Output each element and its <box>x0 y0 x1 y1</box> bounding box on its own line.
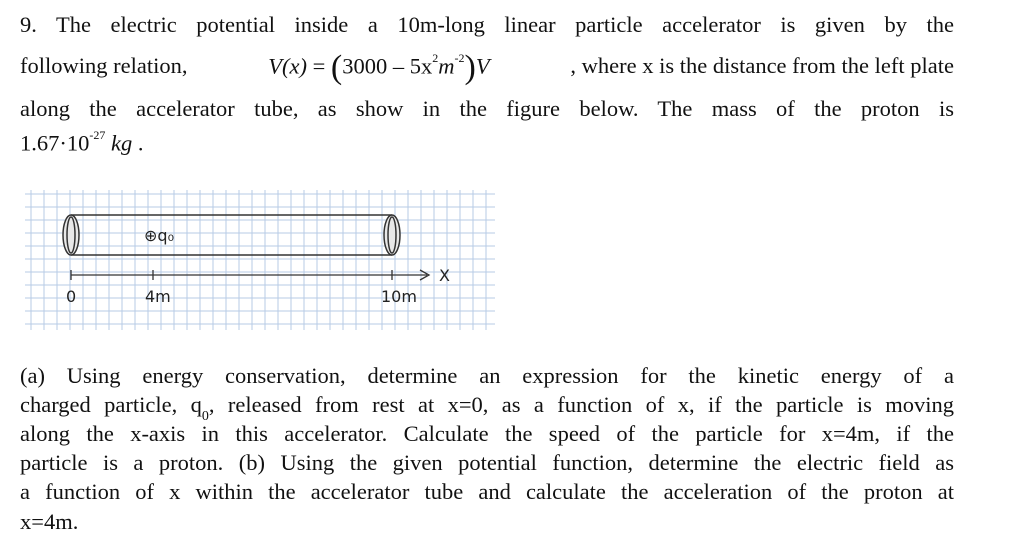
question-line-1: (a) Using energy conservation, determine an expression for the kinetic energy of a <box>20 363 954 388</box>
eq-m: m <box>438 53 455 79</box>
problem-line-3: along the accelerator tube, as show in the figure below. The mass of the proton is <box>20 96 954 121</box>
question-line-2-b: , released from rest at x=0, as a function of x, if the particle is moving <box>208 392 954 417</box>
eq-m-exponent: -2 <box>454 51 465 65</box>
eq-equals: = <box>312 53 326 79</box>
eq-close-paren: ) <box>464 48 476 86</box>
potential-equation <box>268 48 490 86</box>
graph-paper-grid <box>25 190 495 330</box>
line-4-period: . <box>137 130 144 156</box>
question-line-6: x=4m. <box>20 509 79 534</box>
eq-open-paren: ( <box>330 48 343 86</box>
eq-body: 3000 – 5x <box>342 53 433 79</box>
left-plate <box>63 215 79 255</box>
charge-label: ⊕q₀ <box>144 226 174 245</box>
accelerator-diagram <box>25 190 495 330</box>
question-text <box>20 365 954 545</box>
proton-mass-value: 1.67·10 <box>20 130 90 156</box>
question-line-3: along the x-axis in this accelerator. Calculate the speed of the particle for x=4m, if the <box>20 421 954 446</box>
label-4m: 4m <box>145 287 171 306</box>
question-line-5: a function of x within the accelerator tube and calculate the acceleration of the proton at <box>20 479 954 504</box>
proton-mass-exponent: -27 <box>89 128 106 142</box>
problem-line-2-suffix: , where x is the distance from the left plate <box>570 53 954 78</box>
problem-statement <box>20 8 954 168</box>
problem-line-1: 9. The electric potential inside a 10m-long linear particle accelerator is given by the <box>20 12 954 37</box>
eq-lhs: V(x) <box>268 53 307 79</box>
question-line-4: particle is a proton. (b) Using the given potential function, determine the electric field as <box>20 450 954 475</box>
eq-unit: V <box>475 53 490 79</box>
right-plate <box>384 215 400 255</box>
accelerator-tube <box>63 215 400 255</box>
accelerator-figure <box>25 190 495 330</box>
axis-label-x: X <box>439 266 450 285</box>
problem-line-2 <box>20 48 954 86</box>
label-10m: 10m <box>381 287 417 306</box>
question-line-2 <box>20 394 954 422</box>
q0-subscript: 0 <box>201 408 209 424</box>
problem-line-4 <box>20 128 954 156</box>
label-0: 0 <box>66 287 77 306</box>
proton-mass-unit: kg <box>111 130 133 156</box>
problem-line-2-prefix: following relation, <box>20 53 188 78</box>
question-line-2-a: charged particle, q <box>20 392 202 417</box>
eq-x-exponent: 2 <box>432 51 439 65</box>
